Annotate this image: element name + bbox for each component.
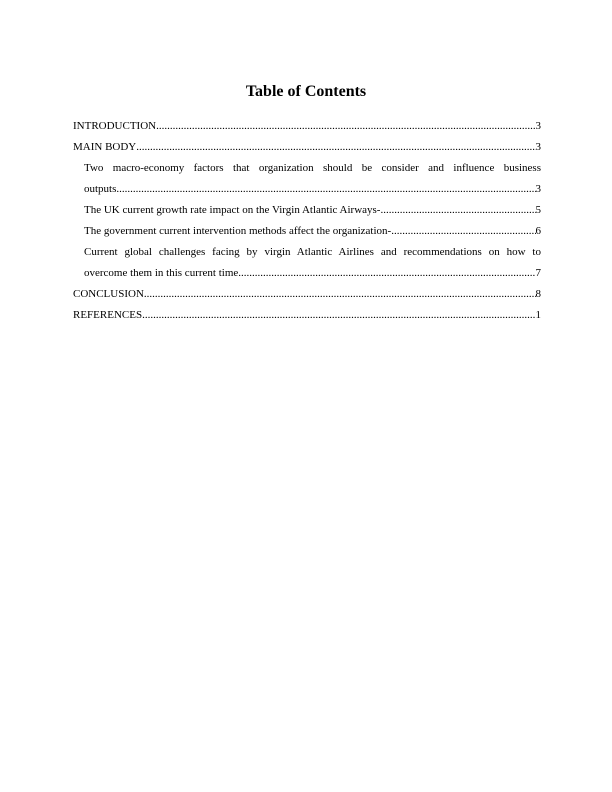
dot-leader [142, 305, 535, 326]
toc-entry-label: The UK current growth rate impact on the Virgin Atlantic Airways- [84, 204, 381, 216]
toc-entry-references[interactable] [73, 305, 541, 326]
dot-leader [391, 221, 535, 242]
toc-page-number: 3 [535, 141, 541, 153]
toc-page-number: 5 [535, 204, 541, 216]
dot-leader [380, 200, 535, 221]
toc-page-number: 3 [535, 120, 541, 132]
dot-leader [238, 263, 535, 284]
toc-page-number: 3 [535, 183, 541, 195]
toc-page-number: 6 [535, 225, 541, 237]
table-of-contents [73, 116, 541, 326]
toc-entry-label-line1: Current global challenges facing by virgin Atlantic Airlines and recommendations on how to [84, 246, 541, 258]
toc-entry-label: CONCLUSION [73, 288, 144, 300]
toc-entry-uk-growth-rate[interactable] [73, 200, 541, 221]
dot-leader [156, 116, 535, 137]
toc-entry-label: MAIN BODY [73, 141, 137, 153]
toc-entry-label: INTRODUCTION [73, 120, 157, 132]
toc-page-number: 8 [535, 288, 541, 300]
toc-entry-label-line2: overcome them in this current time [84, 267, 239, 279]
toc-entry-introduction[interactable] [73, 116, 541, 137]
toc-page-number: 7 [535, 267, 541, 279]
dot-leader [136, 137, 535, 158]
toc-entry-government-intervention[interactable] [73, 221, 541, 242]
toc-entry-label-line2: outputs [84, 183, 117, 195]
toc-page-number: 1 [535, 309, 541, 321]
page-title: Table of Contents [245, 83, 367, 100]
toc-entry-label-line1: Two macro-economy factors that organization should be consider and influence business [84, 162, 541, 174]
toc-entry-label: REFERENCES [73, 309, 143, 321]
toc-entry-conclusion[interactable] [73, 284, 541, 305]
dot-leader [144, 284, 536, 305]
toc-entry-macro-economy-factors[interactable] [73, 158, 541, 200]
toc-entry-main-body[interactable] [73, 137, 541, 158]
dot-leader [116, 179, 535, 200]
toc-entry-label: The government current intervention methods affect the organization- [84, 225, 392, 237]
toc-entry-global-challenges[interactable] [73, 242, 541, 284]
